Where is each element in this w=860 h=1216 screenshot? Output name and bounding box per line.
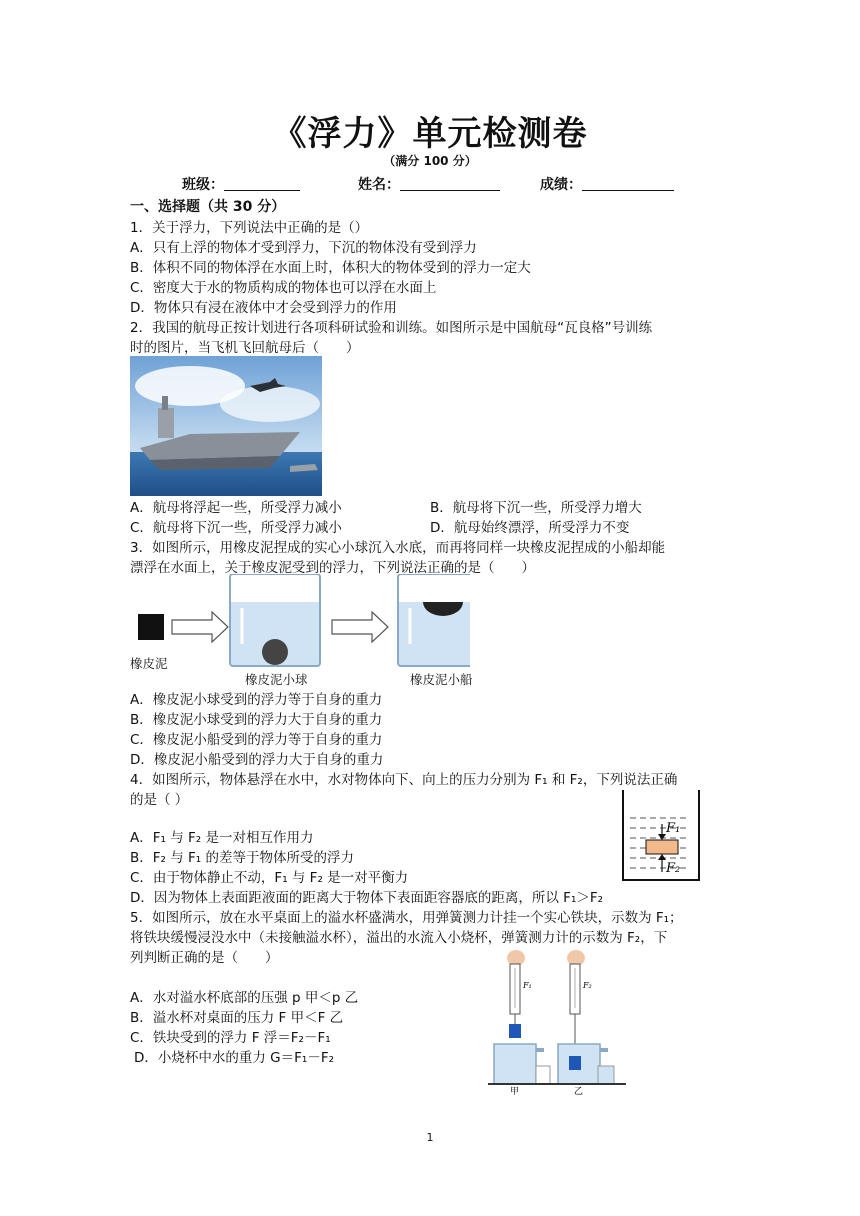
q3-option-d: D．橡皮泥小船受到的浮力大于自身的重力: [130, 752, 384, 768]
svg-text:F₂: F₂: [583, 981, 592, 990]
caption-boat: 橡皮泥小船: [410, 672, 473, 687]
beaker-ball: [230, 574, 320, 666]
q2-option-c: C．航母将下沉一些，所受浮力减小: [130, 520, 342, 536]
question-4-stem-cont: 的是（ ）: [130, 792, 189, 808]
score-field: 成绩：: [540, 174, 674, 194]
suspended-object-figure: [620, 788, 702, 882]
q4-option-b: B．F₂ 与 F₁ 的差等于物体所受的浮力: [130, 850, 354, 866]
q5-option-d: D．小烧杯中水的重力 G＝F₁－F₂: [134, 1050, 335, 1066]
question-5-stem: 5．如图所示，放在水平桌面上的溢水杯盛满水，用弹簧测力计挂一个实心铁块，示数为 F₁；: [130, 910, 683, 926]
q1-option-a: A．只有上浮的物体才受到浮力，下沉的物体没有受到浮力: [130, 240, 477, 256]
question-1-stem: 1．关于浮力，下列说法中正确的是（）: [130, 220, 369, 236]
q4-option-a: A．F₁ 与 F₂ 是一对相互作用力: [130, 830, 314, 846]
class-field: 班级：: [182, 174, 300, 194]
spring-scale-figure: [488, 948, 626, 1096]
q4-option-d: D．因为物体上表面距液面的距离大于物体下表面距容器底的距离，所以 F₁＞F₂: [130, 890, 604, 906]
q5-option-b: B．溢水杯对桌面的压力 F 甲＜F 乙: [130, 1010, 344, 1026]
q2-option-a: A．航母将浮起一些，所受浮力减小: [130, 500, 342, 516]
question-2-stem-cont: 时的图片，当飞机飞回航母后（ ）: [130, 340, 360, 356]
suspended-block: [646, 840, 678, 854]
full-score-note: （满分 100 分）: [383, 154, 477, 168]
name-field: 姓名：: [358, 174, 500, 194]
question-3-stem: 3．如图所示，用橡皮泥捏成的实心小球沉入水底，而再将同样一块橡皮泥捏成的小船却能: [130, 540, 666, 556]
label-jia: 甲: [510, 1087, 520, 1096]
q5-option-c: C．铁块受到的浮力 F 浮＝F₂－F₁: [130, 1030, 331, 1046]
section-heading: 一、选择题（共 30 分）: [130, 199, 286, 215]
q5-option-a: A．水对溢水杯底部的压强 p 甲＜p 乙: [130, 990, 359, 1006]
question-2-stem: 2．我国的航母正按计划进行各项科研试验和训练。如图所示是中国航母“瓦良格”号训练: [130, 320, 653, 336]
question-5-stem-cont: 将铁块缓慢浸没水中（未接触溢水杯），溢出的水流入小烧杯，弹簧测力计的示数为 F₂，下: [130, 930, 668, 946]
arrow-icon: [172, 612, 228, 642]
label-f2: F₂: [666, 861, 681, 876]
clay-ball: [262, 639, 288, 665]
q3-option-c: C．橡皮泥小船受到的浮力等于自身的重力: [130, 732, 383, 748]
label-f1: F₁: [666, 821, 681, 836]
svg-text:F₁: F₁: [523, 981, 532, 990]
q3-option-a: A．橡皮泥小球受到的浮力等于自身的重力: [130, 692, 383, 708]
q3-option-b: B．橡皮泥小球受到的浮力大于自身的重力: [130, 712, 383, 728]
clay-block: [138, 614, 164, 640]
caption-clay: 橡皮泥: [130, 656, 168, 671]
caption-ball: 橡皮泥小球: [245, 672, 308, 687]
setup-jia: [494, 950, 550, 1084]
iron-block: [569, 1056, 581, 1070]
q1-option-b: B．体积不同的物体浮在水面上时，体积大的物体受到的浮力一定大: [130, 260, 531, 276]
label-yi: 乙: [574, 1087, 584, 1096]
iron-block: [509, 1024, 521, 1038]
question-5-stem-cont2: 列判断正确的是（ ）: [130, 950, 279, 966]
arrow-icon: [332, 612, 388, 642]
q2-option-d: D．航母始终漂浮，所受浮力不变: [430, 520, 630, 536]
question-4-stem: 4．如图所示，物体悬浮在水中，水对物体向下、向上的压力分别为 F₁ 和 F₂，下列说法正确: [130, 772, 678, 788]
setup-yi: [558, 950, 614, 1084]
q4-option-c: C．由于物体静止不动，F₁ 与 F₂ 是一对平衡力: [130, 870, 409, 886]
question-3-stem-cont: 漂浮在水面上，关于橡皮泥受到的浮力，下列说法正确的是（ ）: [130, 560, 535, 576]
q1-option-d: D．物体只有浸在液体中才会受到浮力的作用: [130, 300, 397, 316]
page-title: 《浮力》单元检测卷: [272, 114, 588, 154]
aircraft-carrier-photo: [130, 356, 322, 496]
clay-experiment-figure: [130, 574, 470, 670]
q2-option-b: B．航母将下沉一些，所受浮力增大: [430, 500, 642, 516]
beaker-boat: [398, 574, 470, 666]
page-number: 1: [426, 1131, 434, 1144]
q1-option-c: C．密度大于水的物质构成的物体也可以浮在水面上: [130, 280, 437, 296]
